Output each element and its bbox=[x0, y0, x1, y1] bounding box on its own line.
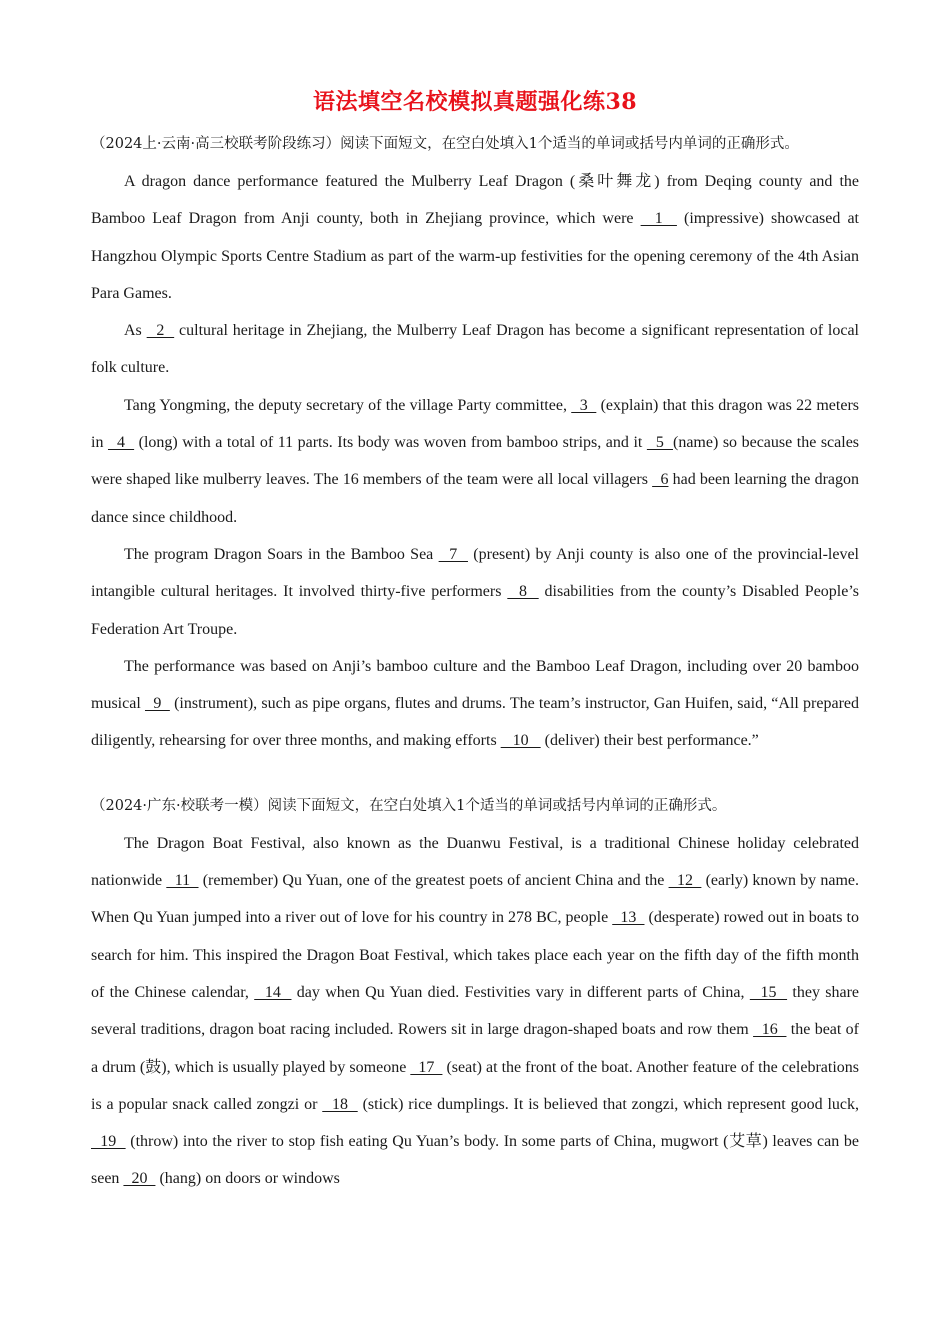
passage bbox=[91, 163, 859, 760]
text-run: (instrument), such as pipe organs, flutes and drums. The team’s instructor, Gan Huifen, said, “All prepared diligently, rehearsing for over three months, and making efforts bbox=[91, 695, 860, 750]
blank-field[interactable]: 19 bbox=[91, 1133, 126, 1151]
paragraph bbox=[91, 648, 859, 760]
blank-field[interactable]: 8 bbox=[507, 583, 539, 601]
text-run: had been learning the dragon dance since childhood. bbox=[91, 471, 860, 526]
text-run: (hang) on doors or windows bbox=[155, 1170, 340, 1188]
text-run: (desperate) rowed out in boats to search for him. This inspired the Dragon Boat Festival, which takes place each year on the fifth day of the fifth month of the Chinese calendar, bbox=[91, 909, 860, 1001]
blank-field[interactable]: 12 bbox=[668, 872, 702, 890]
text-run: (deliver) their best performance.” bbox=[540, 732, 759, 750]
text-run: day when Qu Yuan died. Festivities vary in different parts of China, bbox=[291, 983, 750, 1001]
blank-field[interactable]: 6 bbox=[652, 471, 669, 489]
blank-field[interactable]: 13 bbox=[612, 909, 645, 927]
page-title: 语法填空名校模拟真题强化练38 bbox=[312, 89, 638, 115]
blank-field[interactable]: 1 bbox=[640, 210, 677, 228]
blank-field[interactable]: 11 bbox=[166, 872, 199, 890]
section-source: （2024上·云南·高三校联考阶段练习）阅读下面短文，在空白处填入1个适当的单词或括号内单词的正确形式。 bbox=[91, 136, 799, 152]
section-source: （2024·广东·校联考一模）阅读下面短文，在空白处填入1个适当的单词或括号内单词的正确形式。 bbox=[91, 797, 727, 814]
passage bbox=[91, 825, 859, 1198]
text-run: The program Dragon Soars in the Bamboo Sea bbox=[124, 545, 439, 563]
blank-field[interactable]: 14 bbox=[254, 983, 292, 1001]
text-run: (stick) rice dumplings. It is believed that zongzi, which represent good luck, bbox=[357, 1095, 859, 1113]
text-run: the beat of a drum (鼓), which is usually played by someone bbox=[91, 1021, 860, 1076]
text-run: (name) so because the scales were shaped like mulberry leaves. The 16 members of the team were all local villagers bbox=[91, 434, 860, 489]
text-run: A dragon dance performance featured the Mulberry Leaf Dragon (桑叶舞龙) from Deqing county and the Bamboo Leaf Dragon from Anji county, both in Zhejiang province, which were bbox=[91, 173, 859, 228]
text-run: (present) by Anji county is also one of the provincial-level intangible cultural heritages. It involved thirty-five performers bbox=[91, 545, 860, 601]
blank-field[interactable]: 20 bbox=[123, 1170, 156, 1188]
text-run: As bbox=[124, 322, 147, 340]
blank-field[interactable]: 5 bbox=[646, 434, 673, 452]
paragraph bbox=[91, 536, 859, 648]
blank-field[interactable]: 17 bbox=[410, 1058, 443, 1076]
text-run: The performance was based on Anji’s bamboo culture and the Bamboo Leaf Dragon, including over 20 bamboo musical bbox=[91, 657, 859, 713]
text-run: (remember) Qu Yuan, one of the greatest poets of ancient China and the bbox=[198, 872, 669, 890]
section-2 bbox=[91, 788, 859, 1198]
blank-field[interactable]: 2 bbox=[146, 322, 175, 340]
blank-field[interactable]: 4 bbox=[107, 434, 135, 452]
section-1 bbox=[91, 126, 859, 760]
blank-field[interactable]: 3 bbox=[571, 396, 597, 414]
blank-field[interactable]: 18 bbox=[322, 1095, 358, 1113]
blank-field[interactable]: 9 bbox=[144, 695, 170, 713]
text-run: (early) known by name. When Qu Yuan jumped into a river out of love for his country in 278 BC, people bbox=[91, 872, 860, 927]
text-run: (throw) into the river to stop fish eating Qu Yuan’s body. In some parts of China, mugwort (艾草) leaves can be seen bbox=[91, 1133, 859, 1188]
text-run: disabilities from the county’s Disabled People’s Federation Art Troupe. bbox=[91, 583, 860, 638]
blank-field[interactable]: 10 bbox=[500, 732, 541, 750]
text-run: (long) with a total of 11 parts. Its body was woven from bamboo strips, and it bbox=[134, 434, 647, 452]
text-run: (explain) that this dragon was 22 meters in bbox=[91, 396, 860, 452]
blank-field[interactable]: 15 bbox=[749, 983, 788, 1001]
text-run: (impressive) showcased at Hangzhou Olympic Sports Centre Stadium as part of the warm-up festivities for the opening ceremony of the 4th Asian Para Games. bbox=[91, 210, 860, 302]
text-run: (seat) at the front of the boat. Another feature of the celebrations is a popular snack called zongzi or bbox=[91, 1058, 860, 1113]
paragraph bbox=[91, 163, 859, 312]
blank-field[interactable]: 7 bbox=[438, 545, 468, 563]
text-run: The Dragon Boat Festival, also known as the Duanwu Festival, is a traditional Chinese holiday celebrated nationwide bbox=[91, 834, 859, 890]
paragraph bbox=[91, 387, 859, 536]
paragraph bbox=[91, 825, 859, 1198]
paragraph bbox=[91, 312, 859, 387]
blank-field[interactable]: 16 bbox=[753, 1021, 787, 1039]
text-run: cultural heritage in Zhejiang, the Mulberry Leaf Dragon has become a significant representation of local folk culture. bbox=[91, 322, 860, 377]
section-gap bbox=[91, 760, 859, 788]
text-run: Tang Yongming, the deputy secretary of the village Party committee, bbox=[124, 396, 572, 414]
text-run: they share several traditions, dragon boat racing included. Rowers sit in large dragon-shaped boats and row them bbox=[91, 983, 860, 1039]
